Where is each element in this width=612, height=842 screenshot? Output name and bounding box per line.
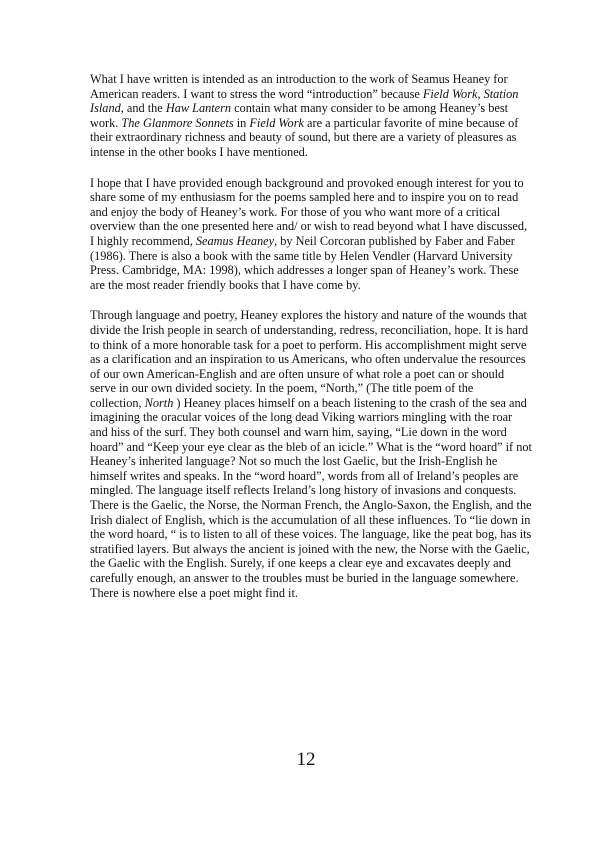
text-run: hoard” and “Keep your eye clear as the bleb of an icicle.” What is the “word hoard” if not (90, 439, 532, 454)
italic-title: Seamus Heaney (195, 233, 275, 248)
page-number: 12 (296, 749, 316, 770)
text-run: ) Heaney places himself on a beach listening to the crash of the sea and (173, 395, 527, 410)
text-line (90, 338, 550, 353)
text-line (90, 483, 550, 498)
text-run: I highly recommend, (90, 233, 196, 248)
paragraph-language-and-poetry (90, 308, 550, 600)
text-run: their extraordinary richness and beauty of sound, but there are a variety of pleasures as (90, 130, 517, 145)
text-run: , by Neil Corcoran published by Faber and Faber (274, 233, 515, 248)
text-run: carefully enough, an answer to the troubles must be buried in the language somewhere. (90, 571, 519, 585)
text-run: share some of my enthusiasm for the poems sampled here and to inspire you on to read (90, 190, 519, 205)
text-line (90, 130, 550, 145)
text-run: I hope that I have provided enough background and provoked enough interest for you to (90, 175, 524, 190)
text-line (90, 542, 550, 557)
text-line (90, 410, 550, 425)
text-run: stratified layers. But always the ancient is joined with the new, the Norse with the Gaelic, (90, 541, 530, 556)
text-run: There is nowhere else a poet might find it. (90, 585, 298, 600)
text-run: as a clarification and an inspiration to us Americans, who often undervalue the resources (90, 352, 526, 367)
text-run: contain what many consider to be among Heaney’s best (231, 101, 509, 116)
text-line (90, 513, 550, 528)
paragraph-recommended-reading (90, 176, 550, 293)
text-run: Irish dialect of English, which is the accumulation of all these influences. To “lie down in (90, 512, 531, 527)
text-run: Through language and poetry, Heaney explores the history and nature of the wounds that (90, 308, 527, 323)
text-run: intense in the other books I have mentioned. (90, 144, 308, 159)
text-line (90, 586, 550, 601)
text-run: , and the (120, 101, 166, 116)
text-line (90, 234, 550, 249)
text-run: , (477, 86, 484, 101)
text-line (90, 87, 550, 102)
text-run: serve in our own divided society. In the poem, “North,” (The title poem of the (90, 381, 474, 396)
italic-title: North (144, 395, 174, 410)
text-line (90, 425, 550, 440)
italic-title: Haw Lantern (165, 101, 232, 116)
text-line (90, 101, 550, 116)
text-line (90, 323, 550, 338)
text-run: Press. Cambridge, MA: 1998), which addresses a longer span of Heaney’s work. These (90, 263, 519, 278)
text-line (90, 571, 550, 586)
italic-title: Field Work (249, 115, 304, 130)
paragraph-introduction (90, 72, 550, 160)
text-line (90, 249, 550, 264)
text-run: (1986). There is also a book with the same title by Helen Vendler (Harvard University (90, 248, 513, 263)
text-run: imagining the oracular voices of the long dead Viking warriors mingling with the roar (90, 410, 513, 425)
text-line (90, 440, 550, 455)
text-run: the word hoard, “ is to listen to all of these voices. The language, like the peat bog, has its (90, 527, 532, 542)
text-line (90, 145, 550, 160)
italic-title: Station (483, 86, 519, 101)
text-run: in (233, 115, 250, 130)
italic-title: The Glanmore Sonnets (121, 115, 234, 130)
text-line (90, 278, 550, 293)
text-line (90, 352, 550, 367)
text-run: overview than the one presented here and/ or wish to read beyond what I have discussed, (90, 219, 528, 234)
text-run: mingled. The language itself reflects Ireland’s long history of invasions and conquests. (90, 483, 517, 498)
text-run: work. (90, 115, 122, 130)
text-line (90, 454, 550, 469)
text-run: are a particular favorite of mine because of (303, 115, 519, 130)
text-line (90, 396, 550, 411)
text-line (90, 190, 550, 205)
text-line (90, 219, 550, 234)
text-run: and enjoy the body of Heaney’s work. For those of you who want more of a critical (90, 204, 501, 219)
text-line (90, 469, 550, 484)
text-line (90, 556, 550, 571)
text-run: to think of a more honorable task for a poet to perform. His accomplishment might serve (90, 337, 527, 352)
text-line (90, 381, 550, 396)
text-run: divide the Irish people in search of understanding, redress, reconciliation, hope. It is hard (90, 322, 529, 337)
text-line (90, 176, 550, 191)
body-text (90, 72, 550, 616)
text-line (90, 72, 550, 87)
italic-title: Field Work (422, 86, 478, 101)
text-line (90, 263, 550, 278)
text-run: the Gaelic with the English. Surely, if one keeps a clear eye and excavates deeply and (90, 556, 511, 571)
text-run: himself writes and speaks. In the “word hoard”, words from all of Ireland’s peoples are (90, 468, 519, 483)
text-run: are the most reader friendly books that I have come by. (90, 277, 361, 292)
text-line (90, 367, 550, 382)
text-line (90, 205, 550, 220)
text-run: of our own American-English and are often unsure of what role a poet can or should (90, 366, 505, 381)
text-run: and hiss of the surf. They both counsel and warn him, saying, “Lie down in the word (90, 425, 507, 440)
text-line (90, 527, 550, 542)
text-run: Heaney’s inherited language? Not so much the lost Gaelic, but the Irish-English he (90, 454, 498, 469)
text-run: collection, (90, 395, 145, 410)
italic-title: Island (90, 101, 121, 116)
text-line (90, 116, 550, 131)
text-run: What I have written is intended as an introduction to the work of Seamus Heaney for (90, 72, 508, 86)
text-line (90, 308, 550, 323)
text-run: There is the Gaelic, the Norse, the Norman French, the Anglo-Saxon, the English, and the (90, 498, 532, 513)
text-line (90, 498, 550, 513)
text-run: American readers. I want to stress the word “introduction” because (90, 86, 423, 101)
